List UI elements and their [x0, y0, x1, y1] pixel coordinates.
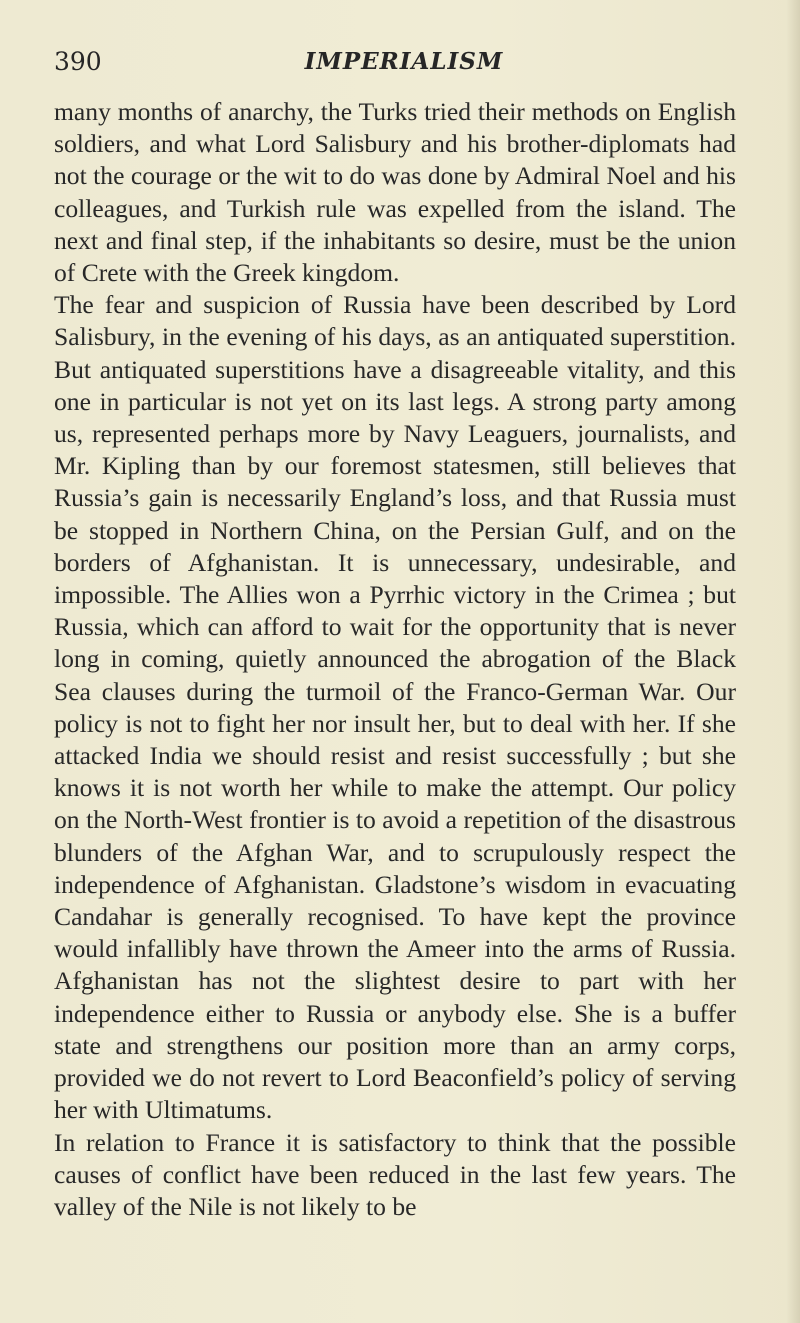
- page-edge-shadow: [786, 0, 800, 1323]
- running-head: IMPERIALISM: [304, 48, 504, 75]
- page-header: [54, 46, 754, 86]
- paragraph-continuation: many months of anarchy, the Turks tried their methods on English soldiers, and what Lord Salisbury and his brother-diplomats had not the courage or the wit to do was done by Admiral Noel and his colleagues, and Turkish rule was expelled from the island. The next and final step, if the inhabitants so desire, must be the union of Crete with the Greek kingdom.: [54, 97, 736, 288]
- paragraph-france: In relation to France it is satisfactory to think that the possible causes of conflict have been reduced in the last few years. The valley of the Nile is not likely to be: [54, 1127, 736, 1221]
- paragraph-russia: The fear and suspicion of Russia have been described by Lord Salisbury, in the evening of his days, as an antiquated superstition. But antiquated superstitions have a disagreeable vitality, and this one in particular is not yet on its last legs. A strong party among us, represented perhaps more by Navy Leaguers, journalists, and Mr. Kipling than by our foremost statesmen, still believes that Russia’s gain is necessarily England’s loss, and that Russia must be stopped in Northern China, on the Persian Gulf, and on the borders of Afghanistan. It is unnecessary, undesirable, and impossible. The Allies won a Pyrrhic victory in the Crimea ; but Russia, which can afford to wait for the opportunity that is never long in coming, quietly announced the abrogation of the Black Sea clauses during the turmoil of the Franco-German War. Our policy is not to fight her nor insult her, but to deal with her. If she attacked India we should resist and resist successfully ; but she knows it is not worth her while to make the attempt. Our policy on the North-West frontier is to avoid a repetition of the disastrous blunders of the Afghan War, and to scrupulously respect the independence of Afghanistan. Gladstone’s wisdom in evacuating Candahar is generally recognised. To have kept the province would infallibly have thrown the Ameer into the arms of Russia. Afghanistan has not the slightest desire to part with her independence either to Russia or anybody else. She is a buffer state and strengthens our position more than an army corps, provided we do not revert to Lord Beaconfield’s policy of serving her with Ultimatums.: [54, 290, 736, 1125]
- body-text: [54, 96, 736, 1223]
- page-number: 390: [54, 47, 102, 76]
